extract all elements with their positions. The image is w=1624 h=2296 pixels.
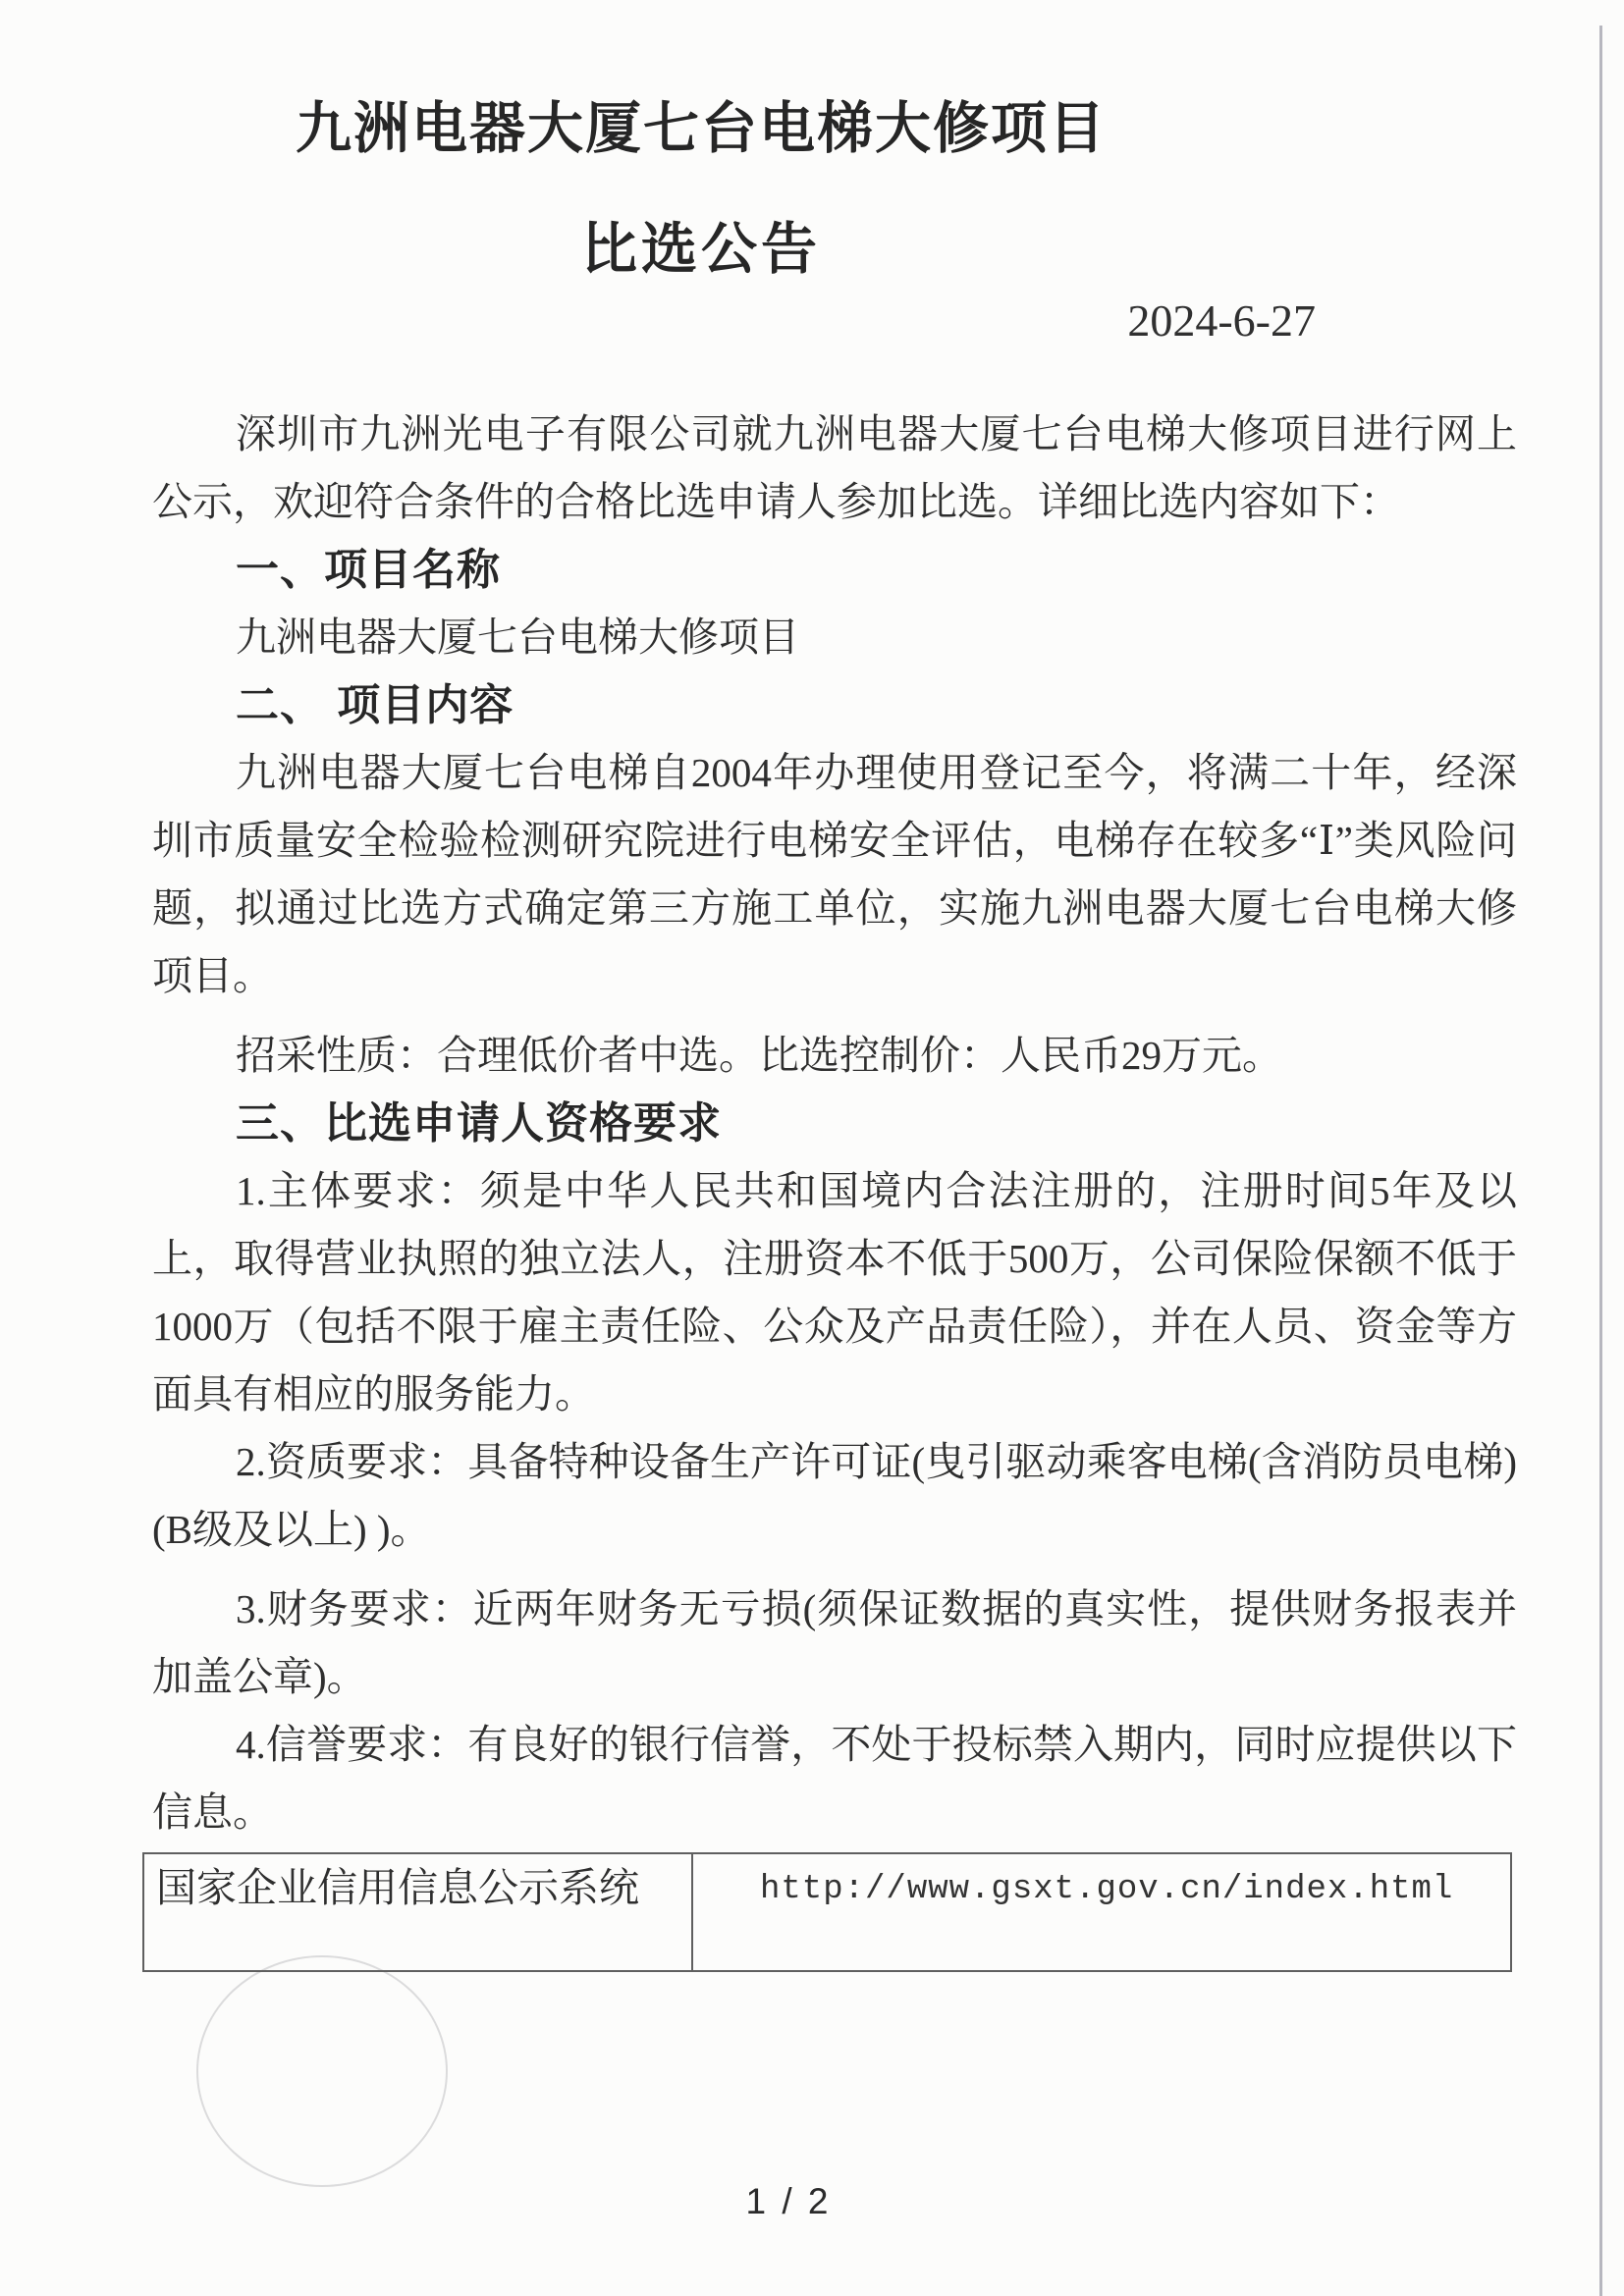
info-table-label: 国家企业信用信息公示系统: [143, 1853, 692, 1971]
page-number: 1 / 2: [745, 2181, 832, 2221]
document-title: 九洲电器大厦七台电梯大修项目: [296, 98, 1107, 160]
requirement-item-4: 4.信誉要求：有良好的银行信誉，不处于投标禁入期内，同时应提供以下信息。: [152, 1722, 1517, 1835]
section-1-heading: 一、项目名称: [236, 546, 501, 594]
faint-stamp-trace: [196, 1955, 448, 2187]
credit-info-table: [142, 1852, 1512, 1972]
section-2-body: 九洲电器大厦七台电梯自2004年办理使用登记至今，将满二十年，经深圳市质量安全检验检测研究院进行电梯安全评估，电梯存在较多“Ⅰ”类风险问题，拟通过比选方式确定第三方施工单位，实施九洲电器大厦七台电梯大修项目。: [152, 750, 1517, 998]
intro-paragraph: 深圳市九洲光电子有限公司就九洲电器大厦七台电梯大修项目进行网上公示，欢迎符合条件的合格比选申请人参加比选。详细比选内容如下：: [152, 411, 1517, 524]
section-3-heading: 三、比选申请人资格要求: [236, 1099, 722, 1148]
page-edge-shadow: [1599, 26, 1602, 2296]
info-table-url: http://www.gsxt.gov.cn/index.html: [692, 1853, 1511, 1971]
document-date: 2024-6-27: [1127, 295, 1316, 346]
requirement-item-3: 3.财务要求：近两年财务无亏损(须保证数据的真实性，提供财务报表并加盖公章)。: [152, 1586, 1517, 1699]
section-2-heading: 二、 项目内容: [236, 681, 514, 729]
document-body: [152, 400, 1517, 1972]
title-block: [0, 0, 1624, 287]
section-1-body: 九洲电器大厦七台电梯大修项目: [236, 614, 799, 660]
procurement-nature-note: 招采性质：合理低价者中选。比选控制价：人民币29万元。: [236, 1033, 1282, 1078]
document-subtitle: 比选公告: [581, 219, 821, 281]
requirement-item-2: 2.资质要求：具备特种设备生产许可证(曳引驱动乘客电梯(含消防员电梯)(B级及以上) )。: [152, 1439, 1517, 1552]
table-row: [143, 1853, 1511, 1971]
requirement-item-1: 1.主体要求：须是中华人民共和国境内合法注册的，注册时间5年及以上，取得营业执照的独立法人，注册资本不低于500万，公司保险保额不低于1000万（包括不限于雇主责任险、公众及产品责任险），并在人员、资金等方面具有相应的服务能力。: [152, 1168, 1517, 1416]
